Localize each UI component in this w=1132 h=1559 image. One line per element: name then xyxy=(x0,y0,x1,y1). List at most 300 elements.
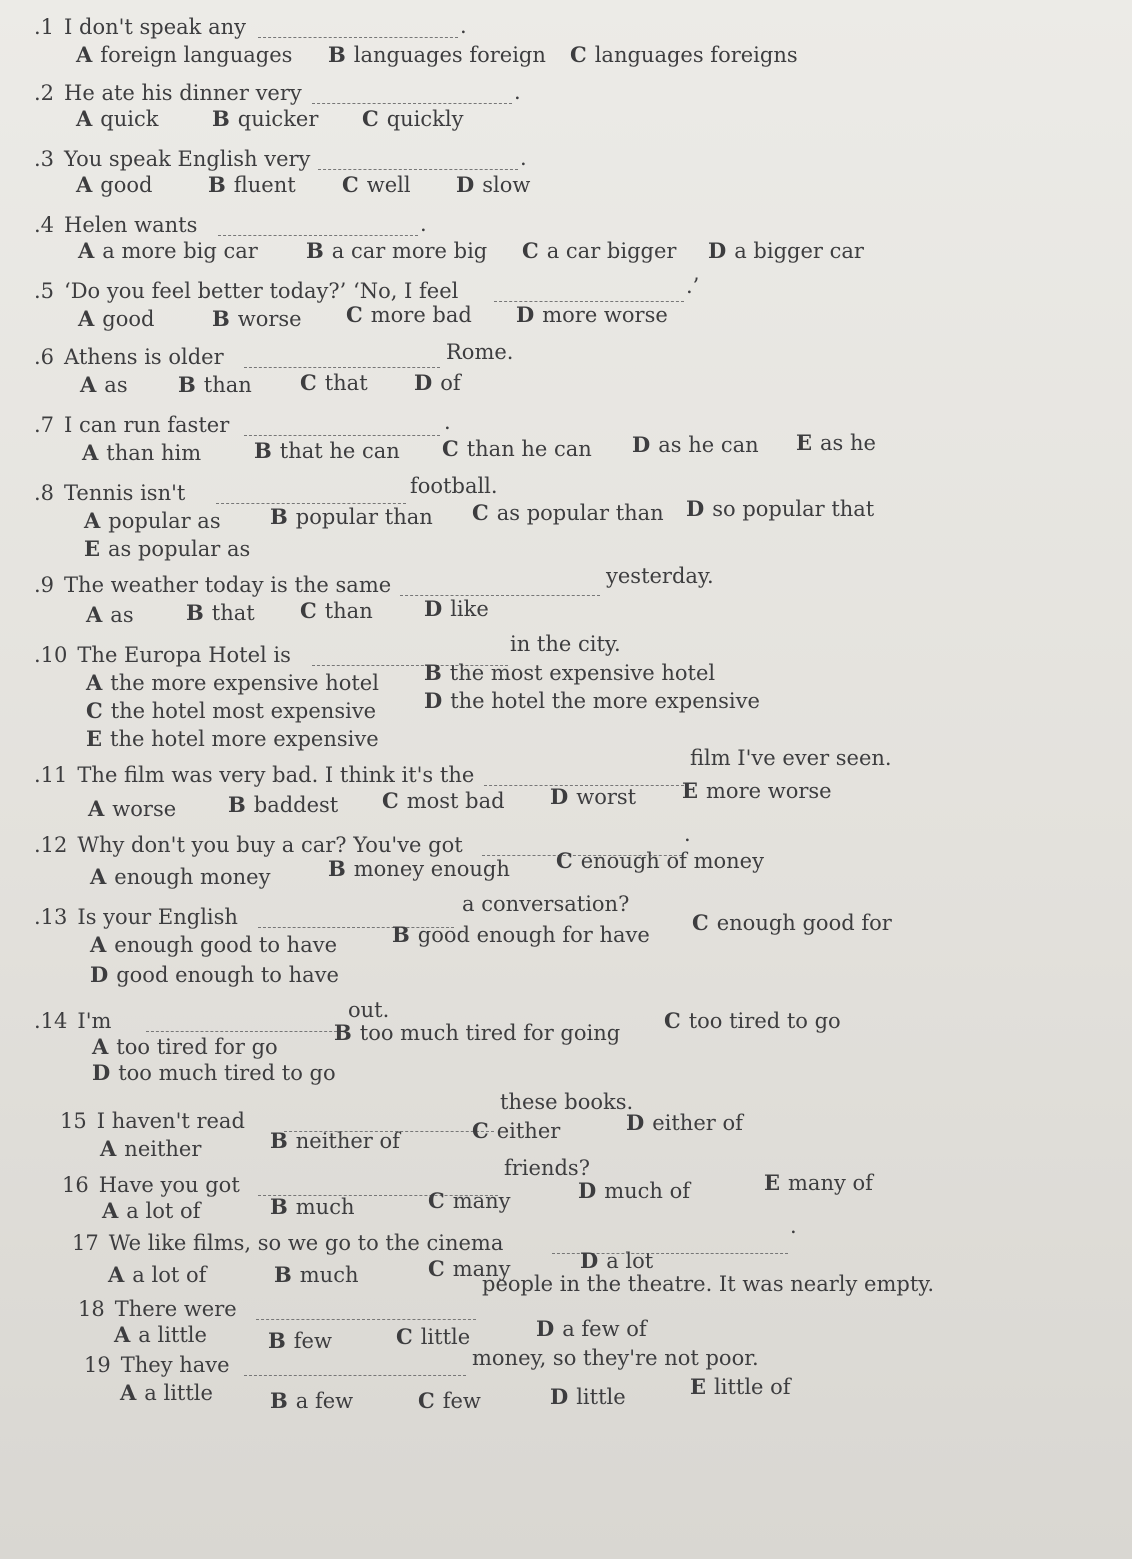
option-letter: C xyxy=(692,910,709,935)
option-letter: A xyxy=(78,306,95,331)
option-text: as he xyxy=(820,431,876,455)
answer-option[interactable] xyxy=(522,238,676,263)
question-text-after-blank: these books. xyxy=(500,1090,634,1114)
option-text: a car more big xyxy=(331,239,488,263)
answer-option[interactable] xyxy=(78,238,258,263)
option-text: few xyxy=(442,1389,481,1413)
option-text: as xyxy=(110,603,134,627)
option-letter: E xyxy=(690,1374,707,1399)
question-stem xyxy=(34,1008,111,1034)
answer-option[interactable] xyxy=(120,1380,213,1405)
answer-option[interactable] xyxy=(90,962,339,987)
question-stem xyxy=(34,832,463,858)
option-text: a bigger car xyxy=(734,239,864,263)
answer-option[interactable] xyxy=(208,172,296,197)
option-text: many of xyxy=(788,1171,873,1195)
option-letter: A xyxy=(120,1380,137,1405)
option-text: than he can xyxy=(466,437,592,461)
answer-option[interactable] xyxy=(86,602,134,627)
question-number: .11 xyxy=(34,763,68,787)
option-text: much xyxy=(295,1195,355,1219)
option-text: enough of money xyxy=(580,849,764,873)
option-letter: A xyxy=(100,1136,117,1161)
option-letter: B xyxy=(228,792,246,817)
option-text: a little xyxy=(138,1323,207,1347)
option-text: good xyxy=(100,173,153,197)
option-text: most bad xyxy=(406,789,505,813)
answer-option[interactable] xyxy=(114,1322,207,1347)
answer-option[interactable] xyxy=(212,106,318,131)
question-number: 18 xyxy=(78,1297,105,1321)
answer-option[interactable] xyxy=(86,670,379,695)
option-letter: B xyxy=(424,660,442,685)
question-text-after-blank: . xyxy=(444,410,451,434)
answer-option[interactable] xyxy=(682,778,832,803)
option-text: a lot xyxy=(606,1249,654,1273)
question-stem xyxy=(84,1352,230,1378)
question-stem xyxy=(60,1108,245,1134)
option-text: many xyxy=(452,1189,511,1213)
answer-option[interactable] xyxy=(228,792,338,817)
answer-option[interactable] xyxy=(342,172,411,197)
option-text: a few xyxy=(295,1389,354,1413)
option-letter: A xyxy=(86,602,103,627)
answer-option[interactable] xyxy=(270,1388,353,1413)
option-letter: A xyxy=(76,42,93,67)
answer-option[interactable] xyxy=(414,370,461,395)
question-text-after-blank: . xyxy=(684,822,691,846)
answer-option[interactable] xyxy=(570,42,798,67)
question-text: Is your English xyxy=(77,905,238,929)
question-number: .7 xyxy=(34,413,55,437)
answer-option[interactable] xyxy=(424,660,715,685)
answer-option[interactable] xyxy=(328,856,510,881)
question-stem xyxy=(34,480,185,506)
answer-option[interactable] xyxy=(90,864,270,889)
option-letter: A xyxy=(76,172,93,197)
option-text: neither xyxy=(124,1137,202,1161)
answer-option[interactable] xyxy=(108,1262,206,1287)
answer-option[interactable] xyxy=(186,600,255,625)
answer-option[interactable] xyxy=(556,848,764,873)
option-text: slow xyxy=(482,173,531,197)
option-letter: D xyxy=(708,238,727,263)
answer-option[interactable] xyxy=(472,1118,560,1143)
question-text: They have xyxy=(120,1353,230,1377)
answer-option[interactable] xyxy=(686,496,874,521)
answer-option[interactable] xyxy=(86,726,379,751)
option-text: money enough xyxy=(353,857,510,881)
answer-option[interactable] xyxy=(692,910,892,935)
option-letter: C xyxy=(362,106,379,131)
question-number: .4 xyxy=(34,213,55,237)
question-stem xyxy=(34,642,291,668)
option-letter: C xyxy=(556,848,573,873)
option-letter: C xyxy=(664,1008,681,1033)
answer-blank[interactable] xyxy=(318,168,518,170)
question-text: I haven't read xyxy=(96,1109,245,1133)
option-text: little of xyxy=(714,1375,791,1399)
option-text: a lot of xyxy=(132,1263,207,1287)
option-letter: D xyxy=(686,496,705,521)
option-letter: B xyxy=(270,1194,288,1219)
option-letter: B xyxy=(254,438,272,463)
option-letter: B xyxy=(334,1020,352,1045)
option-text: worst xyxy=(576,785,637,809)
option-letter: E xyxy=(682,778,699,803)
answer-option[interactable] xyxy=(178,372,252,397)
question-text-after-blank: film I've ever seen. xyxy=(690,746,892,770)
option-text: than xyxy=(324,599,373,623)
question-stem xyxy=(34,762,474,788)
answer-blank[interactable] xyxy=(258,36,458,38)
answer-option[interactable] xyxy=(708,238,864,263)
answer-option[interactable] xyxy=(76,172,152,197)
answer-blank[interactable] xyxy=(244,434,440,436)
option-letter: D xyxy=(632,432,651,457)
option-text: more worse xyxy=(706,779,832,803)
question-text: He ate his dinner very xyxy=(64,81,302,105)
answer-option[interactable] xyxy=(84,536,250,561)
answer-option[interactable] xyxy=(254,438,400,463)
answer-option[interactable] xyxy=(536,1316,647,1341)
option-text: a few of xyxy=(562,1317,647,1341)
question-text: Athens is older xyxy=(64,345,224,369)
question-text: Helen wants xyxy=(64,213,198,237)
option-letter: A xyxy=(88,796,105,821)
option-text: fluent xyxy=(233,173,296,197)
option-letter: D xyxy=(414,370,433,395)
option-letter: D xyxy=(92,1060,111,1085)
option-letter: B xyxy=(328,856,346,881)
question-stem xyxy=(72,1230,503,1256)
answer-option[interactable] xyxy=(78,306,154,331)
question-number: .3 xyxy=(34,147,55,171)
answer-option[interactable] xyxy=(84,508,221,533)
answer-blank[interactable] xyxy=(312,102,512,104)
option-text: of xyxy=(440,371,461,395)
question-text-after-blank: friends? xyxy=(504,1156,590,1180)
question-number: .10 xyxy=(34,643,68,667)
option-text: well xyxy=(366,173,411,197)
option-letter: B xyxy=(208,172,226,197)
answer-option[interactable] xyxy=(382,788,505,813)
option-text: too much tired to go xyxy=(118,1061,336,1085)
question-number: .6 xyxy=(34,345,55,369)
question-text-after-blank: money, so they're not poor. xyxy=(472,1346,759,1370)
question-number: .8 xyxy=(34,481,55,505)
answer-option[interactable] xyxy=(632,432,759,457)
answer-option[interactable] xyxy=(626,1110,743,1135)
option-letter: A xyxy=(78,238,95,263)
answer-option[interactable] xyxy=(100,1136,201,1161)
question-text: I'm xyxy=(77,1009,112,1033)
option-letter: C xyxy=(346,302,363,327)
answer-option[interactable] xyxy=(90,932,337,957)
answer-option[interactable] xyxy=(346,302,472,327)
option-letter: B xyxy=(186,600,204,625)
answer-option[interactable] xyxy=(796,430,876,455)
option-text: that xyxy=(211,601,255,625)
option-letter: D xyxy=(424,688,443,713)
option-letter: D xyxy=(626,1110,645,1135)
question-stem xyxy=(34,904,238,930)
option-text: quickly xyxy=(386,107,464,131)
option-letter: E xyxy=(764,1170,781,1195)
option-text: worse xyxy=(237,307,302,331)
question-number: 16 xyxy=(62,1173,89,1197)
option-letter: C xyxy=(428,1188,445,1213)
question-text-after-blank: in the city. xyxy=(510,632,621,656)
question-number: 17 xyxy=(72,1231,99,1255)
question-number: .13 xyxy=(34,905,68,929)
question-text: Tennis isn't xyxy=(64,481,186,505)
option-text: either xyxy=(496,1119,561,1143)
answer-option[interactable] xyxy=(516,302,668,327)
option-letter: A xyxy=(92,1034,109,1059)
answer-option[interactable] xyxy=(362,106,463,131)
answer-option[interactable] xyxy=(268,1328,332,1353)
option-text: many xyxy=(452,1257,511,1281)
answer-option[interactable] xyxy=(578,1178,690,1203)
answer-option[interactable] xyxy=(92,1060,336,1085)
answer-option[interactable] xyxy=(396,1324,470,1349)
answer-option[interactable] xyxy=(270,1194,354,1219)
answer-option[interactable] xyxy=(88,796,176,821)
option-text: enough good to have xyxy=(114,933,338,957)
answer-option[interactable] xyxy=(456,172,530,197)
answer-option[interactable] xyxy=(270,1128,400,1153)
question-text-after-blank: football. xyxy=(410,474,498,498)
answer-blank[interactable] xyxy=(146,1030,342,1032)
answer-option[interactable] xyxy=(102,1198,200,1223)
option-letter: A xyxy=(76,106,93,131)
answer-blank[interactable] xyxy=(244,1374,466,1376)
question-number: .5 xyxy=(34,279,55,303)
option-text: good xyxy=(102,307,155,331)
option-text: a lot of xyxy=(126,1199,201,1223)
answer-option[interactable] xyxy=(306,238,487,263)
question-stem xyxy=(78,1296,237,1322)
question-stem xyxy=(62,1172,240,1198)
option-letter: C xyxy=(86,698,103,723)
question-text: There were xyxy=(114,1297,237,1321)
answer-option[interactable] xyxy=(764,1170,873,1195)
option-letter: B xyxy=(212,106,230,131)
option-letter: B xyxy=(270,1388,288,1413)
option-letter: B xyxy=(178,372,196,397)
option-text: enough money xyxy=(114,865,271,889)
option-letter: C xyxy=(382,788,399,813)
answer-option[interactable] xyxy=(76,106,158,131)
option-text: more bad xyxy=(370,303,472,327)
question-text: The Europa Hotel is xyxy=(77,643,291,667)
option-letter: C xyxy=(442,436,459,461)
answer-option[interactable] xyxy=(334,1020,620,1045)
option-letter: C xyxy=(342,172,359,197)
question-stem xyxy=(34,212,197,238)
option-text: enough good for xyxy=(716,911,892,935)
option-letter: E xyxy=(84,536,101,561)
question-stem xyxy=(34,278,458,304)
option-letter: B xyxy=(328,42,346,67)
option-letter: D xyxy=(550,1384,569,1409)
option-text: good enough to have xyxy=(116,963,339,987)
answer-option[interactable] xyxy=(270,504,433,529)
option-letter: B xyxy=(274,1262,292,1287)
option-letter: A xyxy=(86,670,103,695)
question-text: Have you got xyxy=(98,1173,240,1197)
option-text: the hotel more expensive xyxy=(110,727,379,751)
answer-option[interactable] xyxy=(424,688,760,713)
option-letter: C xyxy=(570,42,587,67)
option-letter: A xyxy=(90,864,107,889)
answer-option[interactable] xyxy=(442,436,592,461)
option-letter: D xyxy=(424,596,443,621)
option-text: much xyxy=(299,1263,359,1287)
question-stem xyxy=(34,14,246,40)
option-letter: D xyxy=(516,302,535,327)
question-text-after-blank: .’ xyxy=(686,274,700,298)
option-text: the more expensive hotel xyxy=(110,671,379,695)
question-text-after-blank: . xyxy=(520,146,527,170)
answer-option[interactable] xyxy=(418,1388,481,1413)
option-text: quicker xyxy=(237,107,319,131)
answer-blank[interactable] xyxy=(244,366,440,368)
answer-option[interactable] xyxy=(212,306,302,331)
answer-option[interactable] xyxy=(550,1384,626,1409)
question-text-after-blank: yesterday. xyxy=(606,564,714,588)
question-stem xyxy=(34,146,310,172)
answer-option[interactable] xyxy=(76,42,292,67)
option-text: baddest xyxy=(253,793,339,817)
answer-option[interactable] xyxy=(690,1374,791,1399)
option-text: little xyxy=(576,1385,626,1409)
option-letter: D xyxy=(456,172,475,197)
answer-option[interactable] xyxy=(300,370,368,395)
option-text: the hotel the more expensive xyxy=(450,689,760,713)
question-stem xyxy=(34,412,229,438)
option-letter: C xyxy=(472,500,489,525)
option-text: than him xyxy=(106,441,202,465)
option-text: a more big car xyxy=(102,239,258,263)
answer-option[interactable] xyxy=(472,500,664,525)
option-letter: E xyxy=(796,430,813,455)
answer-option[interactable] xyxy=(82,440,201,465)
option-letter: A xyxy=(90,932,107,957)
answer-blank[interactable] xyxy=(218,234,418,236)
question-number: 19 xyxy=(84,1353,111,1377)
question-number: .12 xyxy=(34,833,68,857)
question-text-after-blank: out. xyxy=(348,998,390,1022)
question-text: The film was very bad. I think it's the xyxy=(77,763,475,787)
option-text: as popular than xyxy=(496,501,664,525)
option-text: foreign languages xyxy=(100,43,293,67)
option-text: popular as xyxy=(108,509,221,533)
option-text: like xyxy=(450,597,489,621)
question-text-after-blank: a conversation? xyxy=(462,892,630,916)
option-text: good enough for have xyxy=(417,923,650,947)
option-letter: D xyxy=(536,1316,555,1341)
option-text: popular than xyxy=(295,505,433,529)
option-text: so popular that xyxy=(712,497,875,521)
option-letter: C xyxy=(300,370,317,395)
option-text: little xyxy=(420,1325,471,1349)
answer-option[interactable] xyxy=(300,598,373,623)
answer-option[interactable] xyxy=(428,1188,511,1213)
question-text: You speak English very xyxy=(64,147,311,171)
option-text: as xyxy=(104,373,128,397)
question-text: I can run faster xyxy=(64,413,230,437)
option-letter: D xyxy=(550,784,569,809)
question-stem xyxy=(34,572,391,598)
option-text: too much tired for going xyxy=(359,1021,621,1045)
option-text: the hotel most expensive xyxy=(110,699,377,723)
option-letter: B xyxy=(212,306,230,331)
question-text: I don't speak any xyxy=(64,15,246,39)
question-text-after-blank: people in the theatre. It was nearly empty. xyxy=(482,1272,935,1296)
option-letter: C xyxy=(472,1118,489,1143)
option-text: the most expensive hotel xyxy=(449,661,716,685)
question-text-after-blank: . xyxy=(420,212,427,236)
answer-option[interactable] xyxy=(274,1262,358,1287)
question-number: 15 xyxy=(60,1109,87,1133)
option-letter: B xyxy=(268,1328,286,1353)
option-text: a car bigger xyxy=(546,239,677,263)
answer-option[interactable] xyxy=(664,1008,841,1033)
question-stem xyxy=(34,344,224,370)
option-letter: A xyxy=(108,1262,125,1287)
answer-blank[interactable] xyxy=(256,1318,476,1320)
option-letter: B xyxy=(270,504,288,529)
option-letter: B xyxy=(392,922,410,947)
option-text: than xyxy=(203,373,252,397)
option-letter: C xyxy=(428,1256,445,1281)
option-text: quick xyxy=(100,107,159,131)
answer-option[interactable] xyxy=(550,784,636,809)
answer-option[interactable] xyxy=(328,42,546,67)
option-text: a little xyxy=(144,1381,213,1405)
question-number: .2 xyxy=(34,81,55,105)
option-text: more worse xyxy=(542,303,668,327)
option-text: neither of xyxy=(295,1129,400,1153)
answer-option[interactable] xyxy=(580,1248,653,1273)
answer-option[interactable] xyxy=(92,1034,278,1059)
option-text: either of xyxy=(652,1111,743,1135)
question-text-after-blank: Rome. xyxy=(446,340,514,364)
option-letter: C xyxy=(300,598,317,623)
option-letter: D xyxy=(90,962,109,987)
question-text: The weather today is the same xyxy=(64,573,392,597)
option-text: worse xyxy=(112,797,177,821)
option-letter: A xyxy=(82,440,99,465)
answer-option[interactable] xyxy=(80,372,128,397)
option-letter: B xyxy=(270,1128,288,1153)
question-number: .14 xyxy=(34,1009,68,1033)
answer-option[interactable] xyxy=(392,922,650,947)
question-text: We like films, so we go to the cinema xyxy=(108,1231,504,1255)
question-text-after-blank: . xyxy=(790,1214,797,1238)
option-letter: C xyxy=(522,238,539,263)
option-letter: A xyxy=(114,1322,131,1347)
answer-option[interactable] xyxy=(424,596,489,621)
option-text: few xyxy=(293,1329,332,1353)
question-number: .9 xyxy=(34,573,55,597)
option-text: too tired for go xyxy=(116,1035,278,1059)
option-letter: C xyxy=(418,1388,435,1413)
answer-option[interactable] xyxy=(86,698,376,723)
option-letter: A xyxy=(80,372,97,397)
